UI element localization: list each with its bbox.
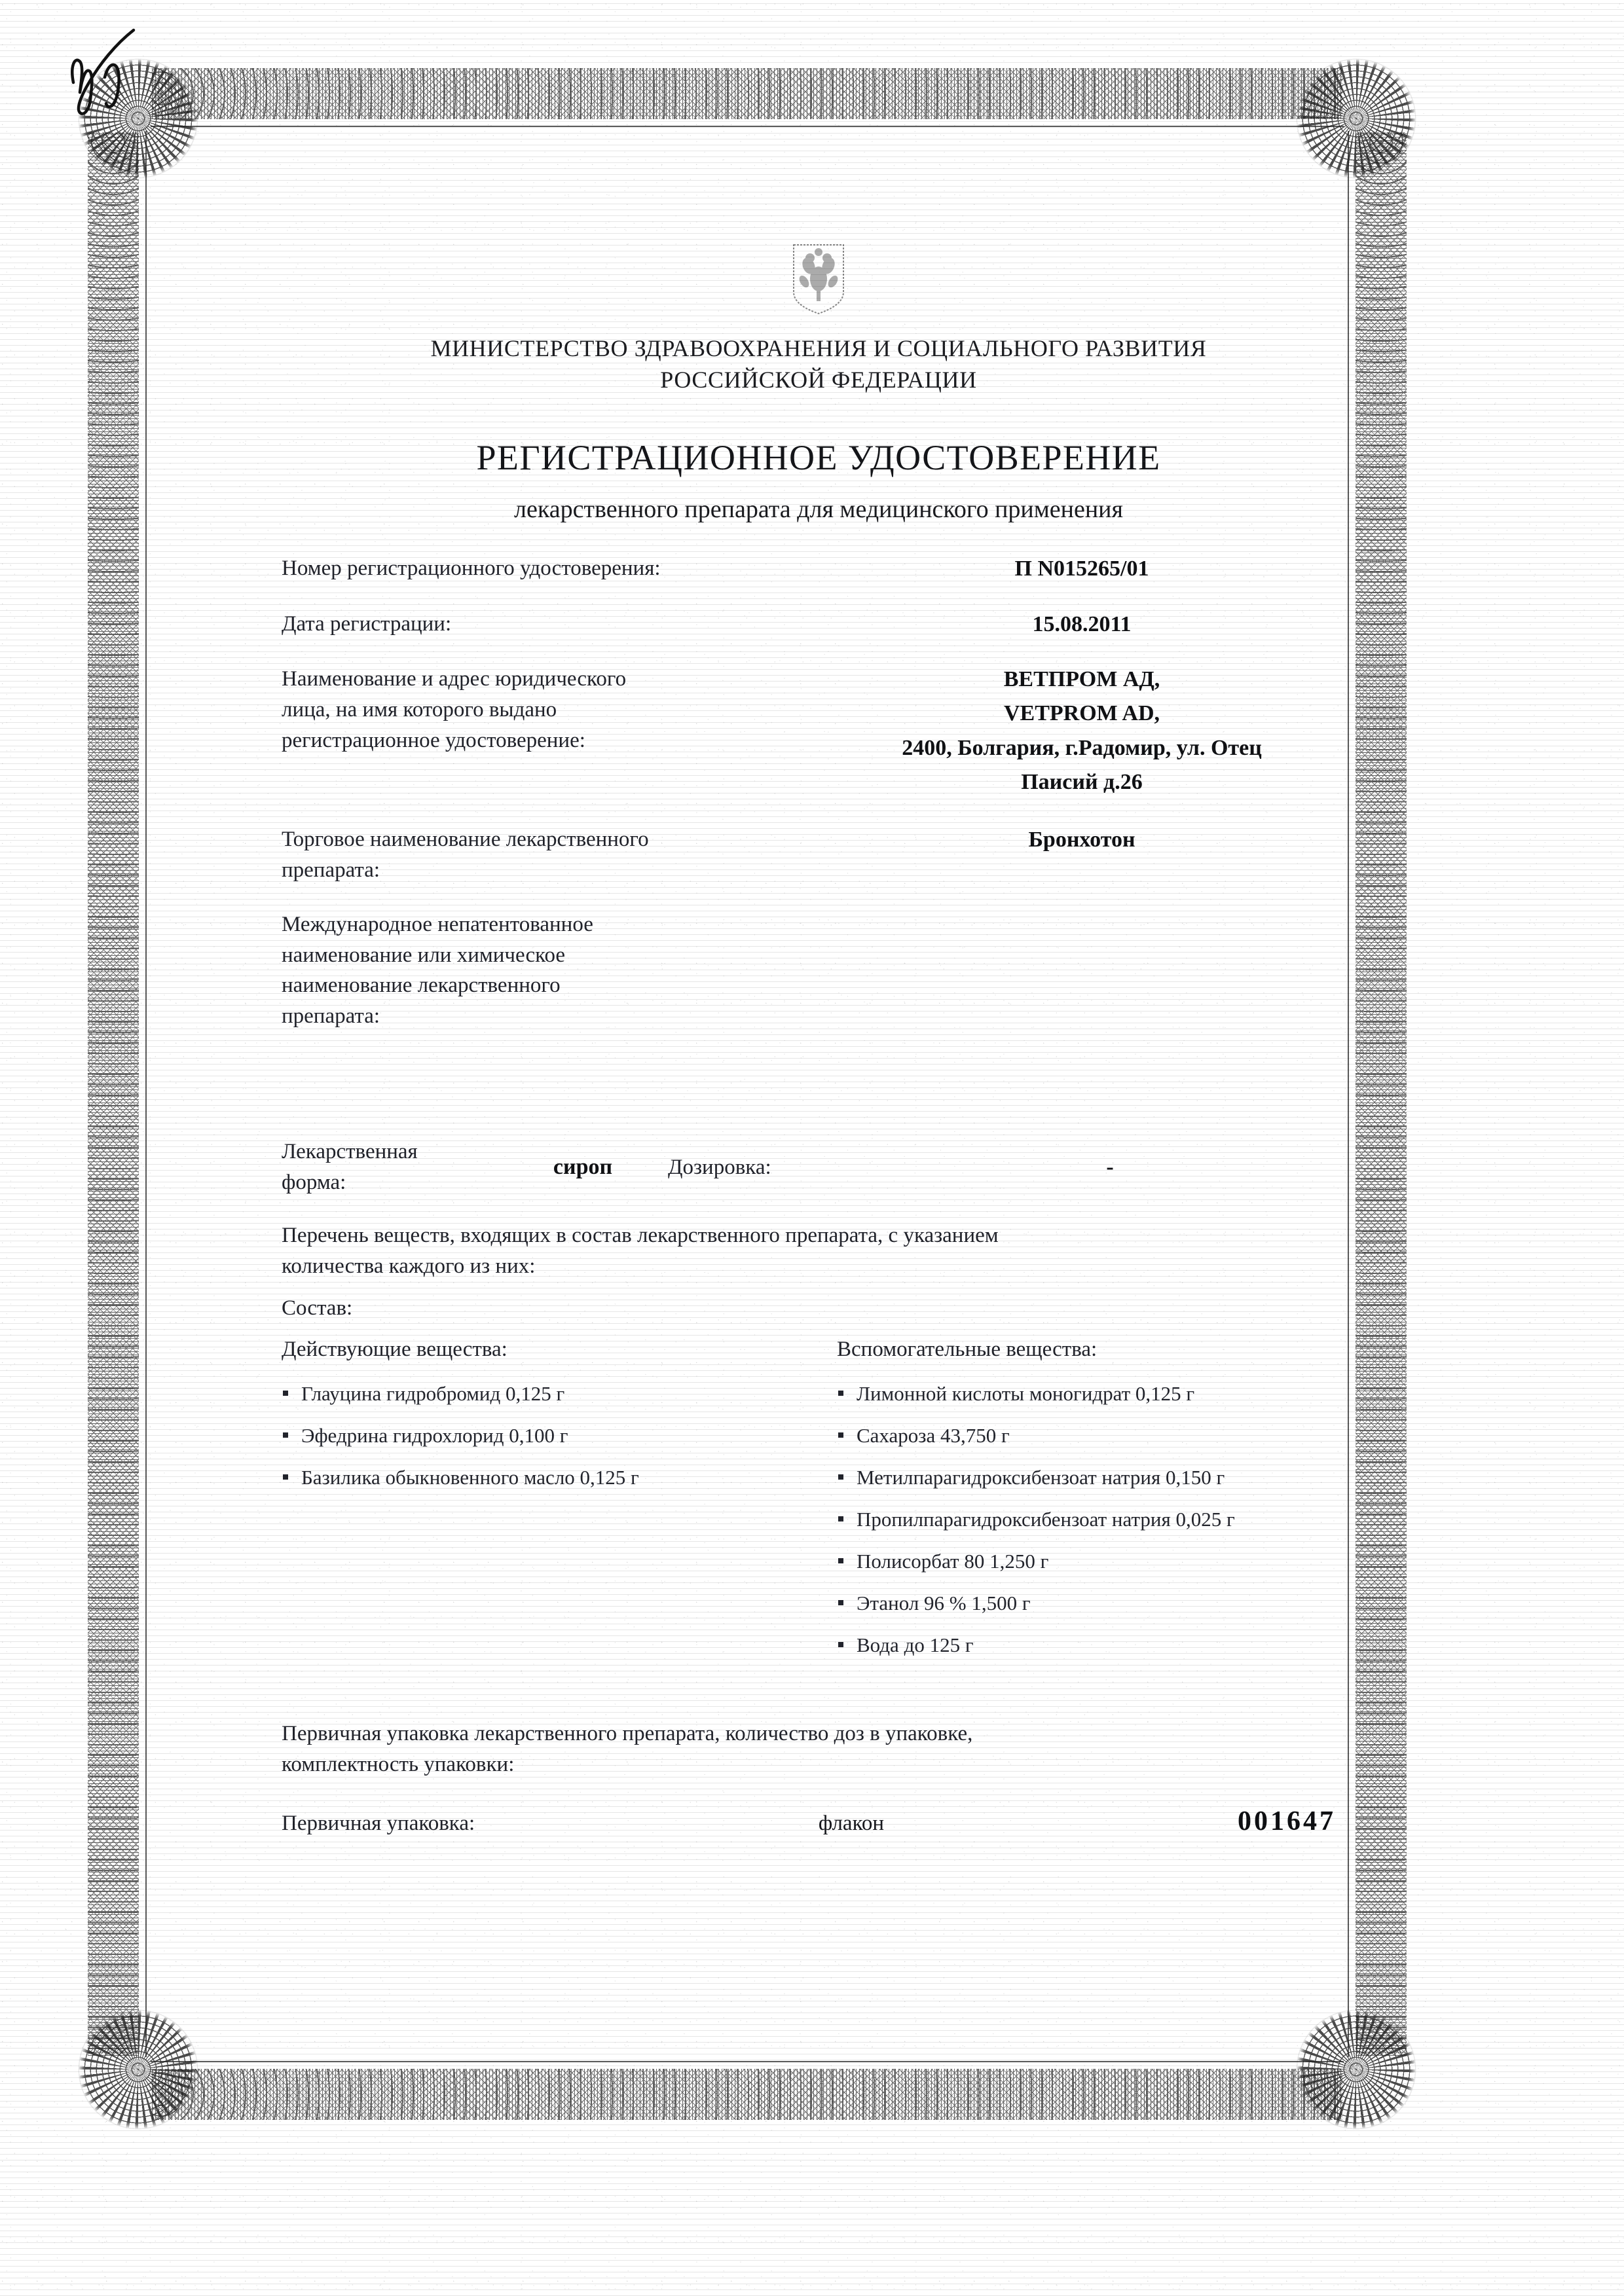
certificate-content xyxy=(282,242,1356,1837)
primary-packaging-value: флакон xyxy=(818,1811,885,1835)
spacer xyxy=(282,892,1356,909)
composition-intro xyxy=(282,1220,1356,1283)
licence-holder-label-line-1: Наименование и адрес юридического xyxy=(282,666,627,691)
list-item xyxy=(282,1421,800,1450)
list-item xyxy=(282,1379,800,1408)
composition-label: Состав: xyxy=(282,1296,353,1320)
inn-label-line-2: наименование или химическое xyxy=(282,943,566,967)
registration-number-label: Номер регистрационного удостоверения: xyxy=(282,556,661,581)
active-substances-header: Действующие вещества: xyxy=(282,1338,507,1362)
registration-date-label: Дата регистрации: xyxy=(282,611,452,636)
bullet-icon xyxy=(283,1432,288,1438)
border-rule-left xyxy=(145,131,147,2057)
active-substances-list xyxy=(282,1379,800,1492)
list-item xyxy=(282,1463,800,1492)
composition-intro-line-1: Перечень веществ, входящих в состав лекарственного препарата, с указанием xyxy=(282,1223,999,1247)
composition-columns xyxy=(282,1334,1356,1672)
bullet-icon xyxy=(838,1642,843,1647)
bullet-icon xyxy=(838,1516,843,1522)
active-substance-text: Глауцина гидробромид 0,125 г xyxy=(301,1381,565,1405)
primary-packaging-label: Первичная упаковка: xyxy=(282,1811,475,1835)
border-band-bottom xyxy=(152,2069,1342,2120)
licence-holder-name-en: VETPROM AD, xyxy=(1004,701,1160,726)
spacer xyxy=(282,1203,1356,1220)
field-row-dosage-form xyxy=(282,1137,1356,1198)
trade-name-value: Бронхотон xyxy=(1028,828,1135,852)
licence-holder-address-1: 2400, Болгария, г.Радомир, ул. Отец xyxy=(902,735,1262,760)
dosage-label: Дозировка: xyxy=(668,1155,771,1179)
licence-holder-label xyxy=(282,664,792,756)
bullet-icon xyxy=(838,1558,843,1563)
corner-rosette-bottom-left xyxy=(77,2009,199,2130)
spacer xyxy=(282,807,1356,824)
bullet-icon xyxy=(283,1391,288,1396)
bullet-icon xyxy=(838,1432,843,1438)
list-item xyxy=(837,1631,1356,1660)
bullet-icon xyxy=(838,1391,843,1396)
excipient-text: Вода до 125 г xyxy=(857,1633,974,1656)
field-row-registration-date xyxy=(282,609,1356,640)
serial-number: 001647 xyxy=(1238,1806,1336,1836)
list-item xyxy=(837,1379,1356,1408)
active-substances-column xyxy=(282,1334,800,1672)
russian-coat-of-arms-icon xyxy=(790,242,847,316)
trade-name-label-line-2: препарата: xyxy=(282,858,380,882)
packaging-intro-line-1: Первичная упаковка лекарственного препарата, количество доз в упаковке, xyxy=(282,1721,973,1745)
border-band-left xyxy=(88,132,139,2056)
bullet-icon xyxy=(283,1474,288,1480)
dosage-form-label-line-1: Лекарственная xyxy=(282,1140,418,1164)
excipients-header: Вспомогательные вещества: xyxy=(837,1338,1098,1362)
list-item xyxy=(837,1505,1356,1534)
licence-holder-value xyxy=(808,664,1356,801)
corner-rosette-top-right xyxy=(1295,58,1417,179)
field-row-primary-packaging xyxy=(282,1806,1356,1837)
licence-holder-label-line-2: лица, на имя которого выдано xyxy=(282,697,557,721)
spacer xyxy=(282,647,1356,664)
excipient-text: Пропилпарагидроксибензоат натрия 0,025 г xyxy=(857,1507,1235,1531)
border-band-right xyxy=(1356,132,1407,2056)
registration-date-value: 15.08.2011 xyxy=(1032,611,1132,636)
list-item xyxy=(837,1589,1356,1618)
ministry-line-2: РОССИЙСКОЙ ФЕДЕРАЦИИ xyxy=(660,367,977,393)
inn-label xyxy=(282,909,792,1032)
field-row-registration-number xyxy=(282,553,1356,585)
trade-name-label xyxy=(282,824,792,886)
border-band-top xyxy=(152,68,1342,119)
page-subtitle: лекарственного препарата для медицинского применения xyxy=(513,495,1124,523)
spacer xyxy=(282,592,1356,609)
list-item xyxy=(837,1421,1356,1450)
inn-label-line-1: Международное непатентованное xyxy=(282,912,593,936)
licence-holder-label-line-3: регистрационное удостоверение: xyxy=(282,728,585,752)
dosage-form-value: сироп xyxy=(553,1155,613,1180)
active-substance-text: Базилика обыкновенного масло 0,125 г xyxy=(301,1465,639,1489)
licence-holder-name-ru: ВЕТПРОМ АД, xyxy=(1003,666,1160,691)
excipient-text: Метилпарагидроксибензоат натрия 0,150 г xyxy=(857,1465,1225,1489)
ministry-header xyxy=(282,333,1356,395)
excipients-list xyxy=(837,1379,1356,1660)
dosage-value: - xyxy=(1106,1155,1114,1180)
field-row-trade-name xyxy=(282,824,1356,886)
field-row-inn xyxy=(282,909,1356,1032)
excipient-text: Полисорбат 80 1,250 г xyxy=(857,1549,1049,1573)
border-rule-bottom xyxy=(151,2061,1344,2062)
handwritten-signature-mark xyxy=(34,4,165,128)
composition-intro-line-2: количества каждого из них: xyxy=(282,1254,536,1279)
dosage-form-label-line-2: форма: xyxy=(282,1171,346,1195)
active-substance-text: Эфедрина гидрохлорид 0,100 г xyxy=(301,1423,568,1447)
excipient-text: Сахароза 43,750 г xyxy=(857,1423,1010,1447)
bullet-icon xyxy=(838,1600,843,1605)
registration-number-value: П N015265/01 xyxy=(1014,556,1149,581)
emblem-container xyxy=(282,242,1356,316)
trade-name-label-line-1: Торговое наименование лекарственного xyxy=(282,828,649,852)
licence-holder-address-2: Паисий д.26 xyxy=(1021,769,1143,794)
packaging-intro-line-2: комплектность упаковки: xyxy=(282,1753,515,1777)
excipient-text: Этанол 96 % 1,500 г xyxy=(857,1591,1031,1614)
packaging-intro xyxy=(282,1719,1356,1781)
bullet-icon xyxy=(838,1474,843,1480)
spacer xyxy=(282,1038,1356,1137)
list-item xyxy=(837,1547,1356,1576)
dosage-form-label xyxy=(282,1137,498,1198)
ministry-line-1: МИНИСТЕРСТВО ЗДРАВООХРАНЕНИЯ И СОЦИАЛЬНОГО РАЗВИТИЯ xyxy=(430,335,1207,361)
spacer xyxy=(282,1673,1356,1719)
border-rule-top xyxy=(151,126,1344,127)
field-row-licence-holder xyxy=(282,664,1356,801)
corner-rosette-bottom-right xyxy=(1295,2009,1417,2130)
excipient-text: Лимонной кислоты моногидрат 0,125 г xyxy=(857,1381,1195,1405)
inn-label-line-4: препарата: xyxy=(282,1004,380,1029)
inn-label-line-3: наименование лекарственного xyxy=(282,974,561,998)
page-title: РЕГИСТРАЦИОННОЕ УДОСТОВЕРЕНИЕ xyxy=(476,438,1161,478)
list-item xyxy=(837,1463,1356,1492)
excipients-column xyxy=(837,1334,1356,1672)
